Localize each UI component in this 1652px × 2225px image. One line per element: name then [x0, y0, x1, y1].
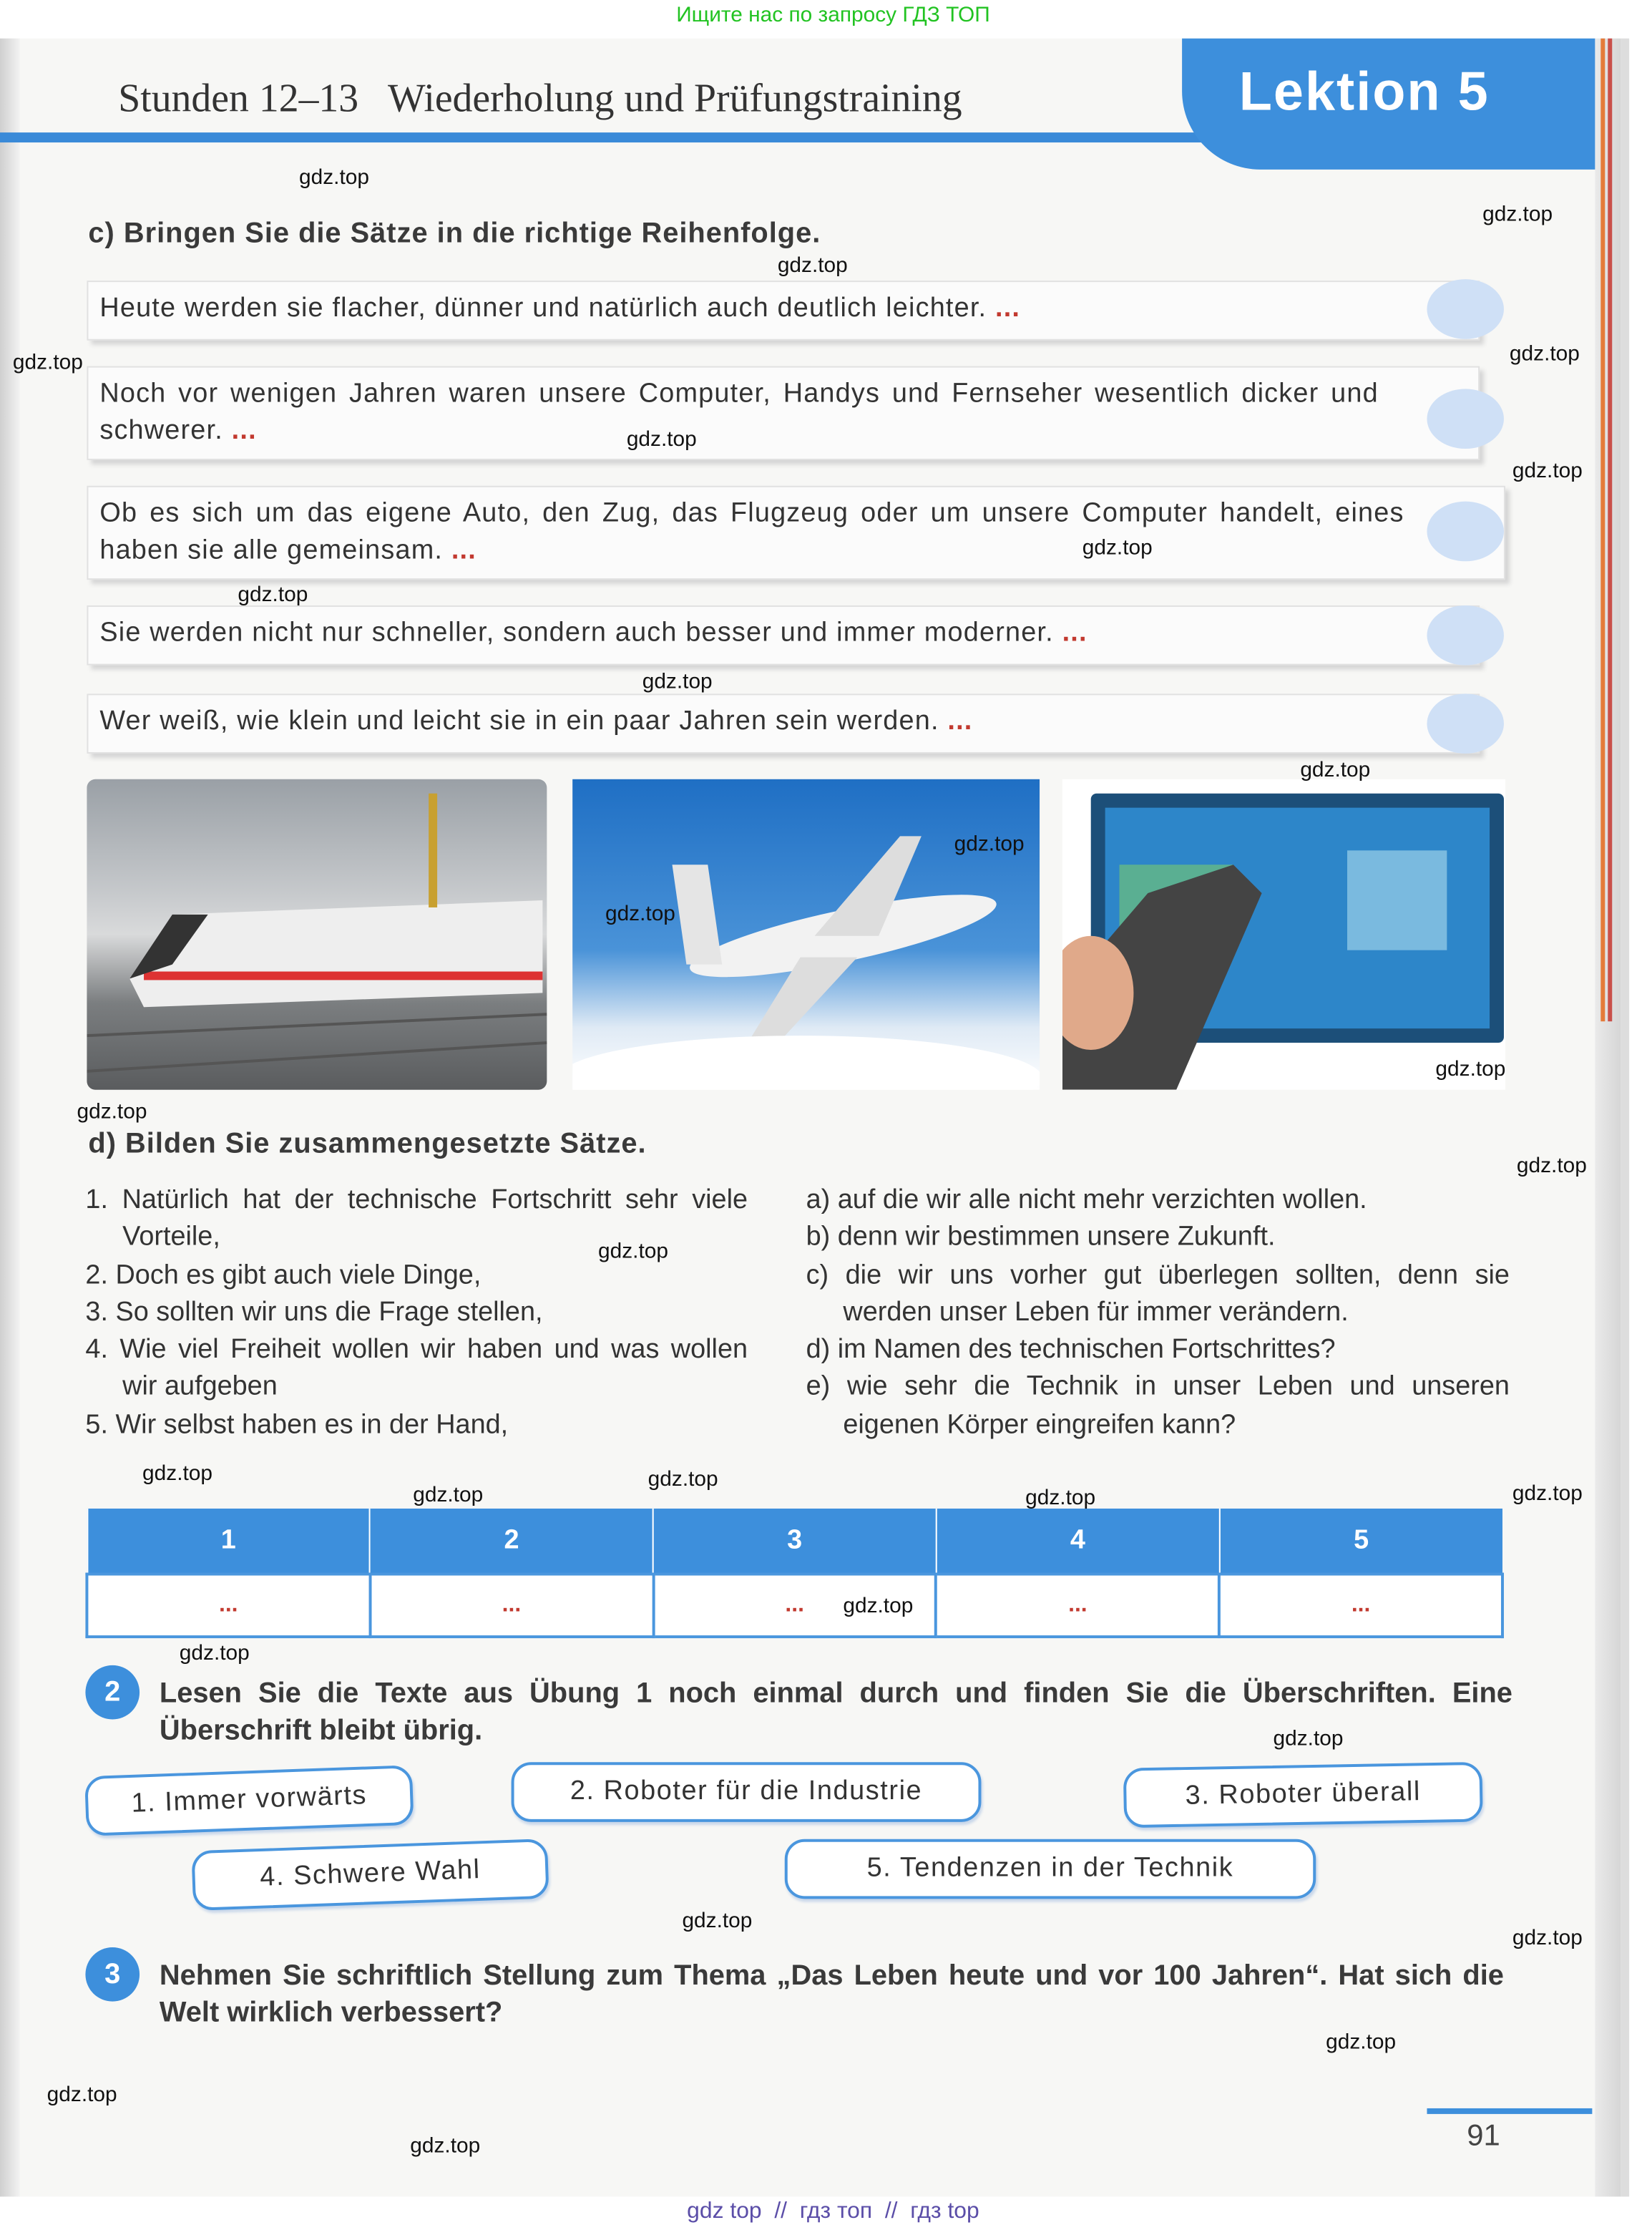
lesson-label: Lektion 5: [1238, 62, 1490, 123]
top-search-note[interactable]: Ищите нас по запросу ГДЗ ТОП: [676, 2, 990, 27]
answer-oval[interactable]: [1427, 693, 1503, 754]
watermark: gdz.top: [299, 165, 369, 190]
answer-placeholder: ...: [1062, 618, 1088, 648]
airplane-photo: [572, 779, 1040, 1090]
watermark: gdz.top: [605, 901, 675, 926]
list-item: 4. Wie viel Freiheit wollen wir haben und was wollen wir aufgeben: [85, 1335, 748, 1403]
watermark: gdz.top: [598, 1239, 668, 1264]
page-number-rule: [1427, 2108, 1592, 2114]
sentence-text: Wer weiß, wie klein und leicht sie in ein paar Jahren sein werden.: [99, 706, 939, 737]
section-c-heading: c) Bringen Sie die Sätze in die richtige Reihenfolge.: [88, 218, 821, 250]
watermark: gdz.top: [1516, 1154, 1587, 1179]
list-item: e) wie sehr die Technik in unser Leben und unseren eigenen Körper eingreifen kann?: [806, 1372, 1510, 1440]
answer-placeholder: ...: [231, 416, 257, 447]
exercise-2-instruction: Lesen Sie die Texte aus Übung 1 noch einmal durch und finden Sie die Überschriften. Eine Überschrift bleibt übrig.: [159, 1678, 1512, 1747]
table-header: 1: [87, 1509, 370, 1574]
watermark: gdz.top: [142, 1461, 213, 1486]
watermark: gdz.top: [1512, 458, 1583, 483]
list-item: c) die wir uns vorher gut überlegen sollten, denn sie werden unser Leben für immer verändern.: [806, 1260, 1510, 1328]
watermark: gdz.top: [12, 350, 83, 375]
watermark: gdz.top: [777, 253, 848, 278]
heading-option[interactable]: 2. Roboter für die Industrie: [512, 1762, 982, 1822]
page-edge: [1595, 39, 1621, 2197]
exercise-3-instruction: Nehmen Sie schriftlich Stellung zum Thema „Das Leben heute und vor 100 Jahren“. Hat sich die Welt wirklich verbessert?: [159, 1959, 1504, 2029]
watermark: gdz.top: [77, 1099, 147, 1124]
list-item: d) im Namen des technischen Fortschrittes?: [806, 1335, 1336, 1365]
watermark: gdz.top: [1273, 1726, 1344, 1751]
watermark: gdz.top: [1512, 1926, 1583, 1950]
header-rule: [0, 132, 1225, 142]
train-photo: [87, 779, 547, 1090]
answer-cell[interactable]: ...: [937, 1574, 1220, 1637]
answer-table: [85, 1509, 1504, 1638]
watermark: gdz.top: [682, 1909, 753, 1934]
exercise-3-number: 3: [85, 1947, 140, 2002]
watermark: gdz.top: [843, 1594, 914, 1619]
page-title: Stunden 12–13 Wiederholung und Prüfungstraining: [118, 77, 962, 122]
answer-placeholder: ...: [947, 706, 973, 737]
answer-oval[interactable]: [1427, 279, 1503, 339]
watermark: gdz.top: [1326, 2030, 1397, 2055]
sentence-box: [87, 366, 1480, 460]
watermark: gdz.top: [1025, 1486, 1096, 1510]
table-header: 4: [937, 1509, 1220, 1574]
answer-cell[interactable]: ...: [87, 1574, 370, 1637]
sentence-box: [87, 605, 1480, 666]
footer-links[interactable]: gdz top // гдз топ // гдз top: [687, 2199, 979, 2224]
list-item: b) denn wir bestimmen unsere Zukunft.: [806, 1222, 1276, 1253]
watermark: gdz.top: [1300, 757, 1371, 782]
watermark: gdz.top: [413, 1483, 484, 1507]
train-icon: [87, 779, 547, 1090]
section-d-heading: d) Bilden Sie zusammengesetzte Sätze.: [88, 1128, 647, 1160]
table-header: 3: [653, 1509, 937, 1574]
answer-oval[interactable]: [1427, 502, 1503, 562]
heading-option[interactable]: 5. Tendenzen in der Technik: [785, 1839, 1316, 1899]
answer-cell[interactable]: ...: [370, 1574, 653, 1637]
tv-remote-icon: [1062, 779, 1505, 1090]
list-item: a) auf die wir alle nicht mehr verzichten wollen.: [806, 1185, 1367, 1215]
watermark: gdz.top: [1482, 202, 1553, 227]
answer-placeholder: ...: [994, 293, 1021, 323]
sentence-box: [87, 281, 1480, 341]
watermark: gdz.top: [1082, 535, 1153, 560]
watermark: gdz.top: [179, 1641, 250, 1665]
sentence-text: Sie werden nicht nur schneller, sondern auch besser und immer moderner.: [99, 618, 1054, 648]
table-header-row: [87, 1509, 1502, 1574]
list-item: 1. Natürlich hat der technische Fortschritt sehr viele Vorteile,: [85, 1185, 748, 1253]
heading-option[interactable]: 4. Schwere Wahl: [191, 1839, 549, 1911]
answer-placeholder: ...: [451, 535, 476, 566]
exercise-2-number: 2: [85, 1665, 140, 1720]
watermark: gdz.top: [238, 583, 308, 607]
tv-remote-photo: [1062, 779, 1505, 1090]
sentence-box: [87, 693, 1480, 754]
list-item: 2. Doch es gibt auch viele Dinge,: [85, 1260, 482, 1290]
clause-list-right: [806, 1182, 1510, 1444]
list-item: 5. Wir selbst haben es in der Hand,: [85, 1410, 509, 1440]
watermark: gdz.top: [1512, 1481, 1583, 1506]
sentence-text: Heute werden sie flacher, dünner und natürlich auch deutlich leichter.: [99, 293, 987, 323]
page-number: 91: [1467, 2119, 1500, 2153]
sentence-box: [87, 486, 1505, 580]
sentence-text: Ob es sich um das eigene Auto, den Zug, das Flugzeug oder um unsere Computer handelt, eines haben sie alle gemeinsam.: [99, 498, 1404, 566]
table-header: 5: [1219, 1509, 1502, 1574]
watermark: gdz.top: [642, 669, 713, 694]
sentence-text: Noch vor wenigen Jahren waren unsere Computer, Handys und Fernseher wesentlich dicker und schwerer.: [99, 379, 1379, 447]
watermark: gdz.top: [647, 1467, 718, 1492]
heading-option[interactable]: 1. Immer vorwärts: [84, 1765, 414, 1836]
watermark: gdz.top: [626, 427, 697, 452]
watermark: gdz.top: [954, 832, 1025, 857]
table-header: 2: [370, 1509, 653, 1574]
watermark: gdz.top: [410, 2133, 481, 2158]
answer-oval[interactable]: [1427, 389, 1503, 449]
answer-oval[interactable]: [1427, 605, 1503, 666]
airplane-icon: [572, 779, 1040, 1090]
answer-cell[interactable]: ...: [653, 1574, 937, 1637]
list-item: 3. So sollten wir uns die Frage stellen,: [85, 1297, 543, 1328]
table-row: [87, 1574, 1502, 1637]
answer-cell[interactable]: ...: [1219, 1574, 1502, 1637]
heading-option[interactable]: 3. Roboter überall: [1123, 1762, 1483, 1828]
clause-list-left: [85, 1182, 748, 1444]
watermark: gdz.top: [47, 2083, 117, 2107]
watermark: gdz.top: [1509, 341, 1580, 366]
watermark: gdz.top: [1435, 1056, 1506, 1081]
